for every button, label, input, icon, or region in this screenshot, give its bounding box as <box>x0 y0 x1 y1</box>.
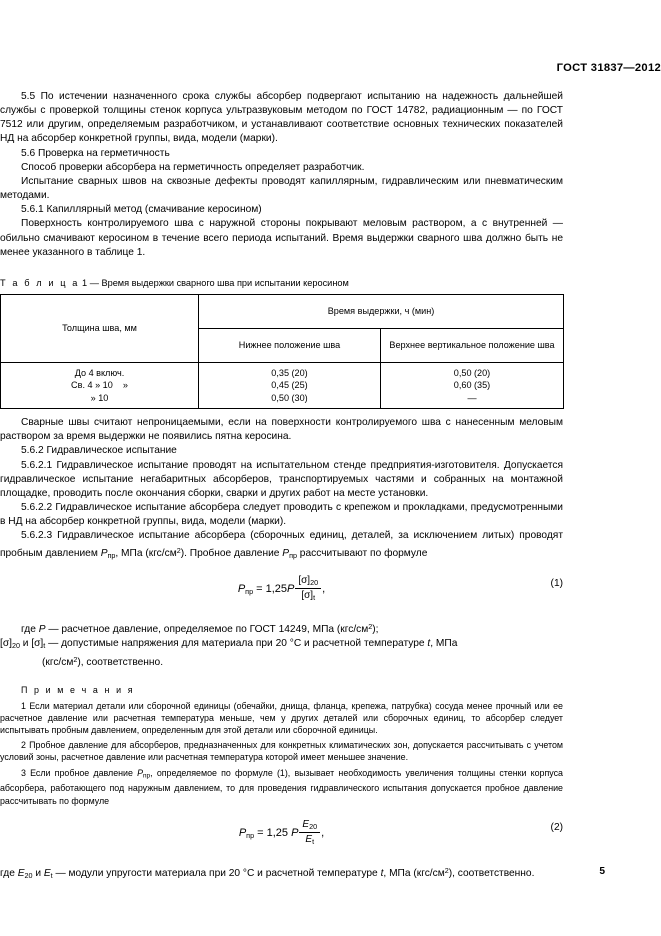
tail-et-sub: t <box>50 870 53 880</box>
notes-block <box>0 684 563 806</box>
table-header-upper-position: Верхнее вертикальное положение шва <box>381 328 564 362</box>
document-body <box>0 90 563 883</box>
paragraph-5-6-2-3 <box>0 529 563 562</box>
formula-1-comma: , <box>322 582 326 595</box>
tail-b: — модули упругости материала при 20 °С и расчетной температуре <box>52 868 381 880</box>
where-sigma-t-sub: t <box>43 640 46 650</box>
formula-2-den-text: E <box>305 834 313 846</box>
where-line-2-end: , МПа <box>430 638 458 650</box>
formula-1 <box>0 576 563 603</box>
where-line-1-c: ); <box>372 623 379 635</box>
table-1 <box>0 294 564 409</box>
formula-1-fraction <box>295 575 321 602</box>
standard-number: ГОСТ 31837—2012 <box>556 62 661 74</box>
formula-2-factor: P <box>291 827 299 840</box>
formula-1-den-text: [σ] <box>301 589 314 601</box>
table-cell-thickness-1: Св. 4 » 10 » <box>71 380 128 391</box>
where-symbol-p: P <box>38 623 46 635</box>
tail-e20-sub: 20 <box>24 870 33 880</box>
tail-a: где <box>0 868 18 880</box>
formula-2-numerator <box>299 819 320 833</box>
formula-2-den-sub: t <box>312 836 315 846</box>
note-3 <box>0 767 563 807</box>
paragraph-5-6-2-1: 5.6.2.1 Гидравлическое испытание проводят на испытательном стенде предприятия-изготовителя. Допускается гидравлическое испытание негабаритных абсорберов, транспортируемых частями и собранных на монтажной площадке, проводить после окончания сборки, сварки и других работ на месте установки. <box>0 459 563 499</box>
formula-2-denominator <box>299 833 320 846</box>
table-cell-thickness-0: До 4 включ. <box>74 367 125 378</box>
paragraph-5-6-text2: Испытание сварных швов на сквозные дефекты проводят капиллярным, гидравлическим или пневматическим методами. <box>0 175 563 202</box>
table-cell-upper-2: — <box>467 392 477 403</box>
table-cell-thickness-values <box>1 362 199 408</box>
tail-t: t <box>380 868 384 880</box>
tail-sup: 2 <box>444 865 449 875</box>
where-symbol-t: t <box>427 638 431 650</box>
heading-5-6-1: 5.6.1 Капиллярный метод (смачивание керосином) <box>21 204 262 216</box>
note-1: 1 Если материал детали или сборочной единицы (обечайки, днища, фланца, крепежа, патрубка) сосуда менее прочный или ее расчетное давление или расчетная температура меньше, чем у других деталей или сборочных единиц, то абсорбер следует испытывать пробным давлением, определенным для этой детали или сборочной единицы. <box>0 700 563 736</box>
tail-d: ), соответственно. <box>448 868 535 880</box>
paragraph-5-6-2-3-part-b: , МПа (кгс/см <box>115 547 177 559</box>
paragraph-5-6-2-3-part-c: ). Пробное давление <box>180 547 283 559</box>
page-number: 5 <box>599 866 605 877</box>
where-line-2-text: — допустимые напряжения для материала при 20 °С и расчетной температуре <box>45 638 428 650</box>
formula-1-num-text: [σ] <box>298 575 311 587</box>
where-sigma-20-sub: 20 <box>11 640 20 650</box>
table-cell-upper-1: 0,60 (35) <box>453 380 491 391</box>
formula-2-lhs: P <box>238 827 247 840</box>
tail-c: , МПа (кгс/см <box>383 868 445 880</box>
formula-1-number: (1) <box>550 577 563 589</box>
heading-5-6: 5.6 Проверка на герметичность <box>21 147 170 159</box>
table-header-group: Время выдержки, ч (мин) <box>199 294 564 328</box>
where-line-1-a: где <box>21 623 39 635</box>
paragraph-5-6-1-text: Поверхность контролируемого шва с наружной стороны покрывают меловым раствором, а с внутренней — обильно смачивают керосином в течение всего периода испытаний. Время выдержки сварного шва должно быть не менее указанного в таблице 1. <box>0 218 563 258</box>
where-line-2-and: и <box>19 638 32 650</box>
paragraph-5-5: 5.5 По истечении назначенного срока службы абсорбер подвергают испытанию на надежность дальнейшей службы с проверкой толщины стенок корпуса ультразвуковым методом по ГОСТ 14782, радиационным — по ГОСТ 7512 или другим, определяемым разработчиком, и устанавливают соответствие основных технических показателей НД на абсорбер конкретной группы, вида, модели (марки). <box>0 91 563 145</box>
formula-2-num-sub: 20 <box>309 822 318 832</box>
table-cell-lower-1: 0,45 (25) <box>271 380 308 391</box>
table-cell-upper-0: 0,50 (20) <box>453 367 491 378</box>
superscript-square: 2 <box>176 545 181 555</box>
formula-2 <box>0 820 563 847</box>
formula-1-lhs: P <box>237 582 246 595</box>
table-caption <box>0 277 563 289</box>
table-body-row <box>1 362 564 408</box>
formula-2-lhs-sub: пр <box>246 830 255 840</box>
symbol-p-pressure-2: P <box>282 547 290 559</box>
where-line-1-b: — расчетное давление, определяемое по ГОСТ 14249, МПа (кгс/см <box>45 623 369 635</box>
paragraph-5-6-2-3-part-d: рассчитывают по формуле <box>296 547 428 559</box>
where-line-3-sup: 2 <box>73 655 78 665</box>
tail-and: и <box>32 868 44 880</box>
where-line-3-b: ), соответственно. <box>77 657 164 669</box>
note-3-symbol-p: P <box>137 767 144 778</box>
formula-1-num-sub: 20 <box>310 577 319 587</box>
where-line-2 <box>0 637 563 670</box>
formula-2-equals: = 1,25 <box>257 827 289 840</box>
heading-5-6-2: 5.6.2 Гидравлическое испытание <box>21 445 177 457</box>
tail-et: E <box>43 868 51 880</box>
formula-2-number: (2) <box>550 821 563 833</box>
where-line-3-a: (кгс/см <box>42 657 74 669</box>
symbol-p-subscript: пр <box>107 550 116 560</box>
table-cell-lower-values <box>199 362 381 408</box>
table-header-thickness: Толщина шва, мм <box>1 294 199 362</box>
notes-title: П р и м е ч а н и я <box>21 685 135 696</box>
where-line-1-sup: 2 <box>368 621 373 631</box>
note-3-b: , определяемое по формуле (1), вызывает необходимость увеличения толщины стенки корпуса абсорбера, работающего под наружным давлением, то для проведения гидравлического испытания допускается пробное давление рассчитывать по формуле <box>0 767 563 806</box>
paragraph-after-table: Сварные швы считают непроницаемыми, если на поверхности контролируемого шва с нанесенным меловым раствором за время выдержки не появились пятна керосина. <box>0 417 563 443</box>
table-cell-upper-values <box>381 362 564 408</box>
formula-1-expression <box>238 576 325 603</box>
paragraph-5-6-2-2: 5.6.2.2 Гидравлическое испытание абсорбера следует проводить с крепежом и прокладками, предусмотренными в НД на абсорбер конкретной группы, вида, модели (марки). <box>0 502 563 528</box>
table-header-row-1 <box>1 294 564 328</box>
formula-1-numerator <box>295 575 321 589</box>
symbol-p-pressure: P <box>100 547 108 559</box>
table-caption-number: 1 <box>82 277 88 288</box>
formula-2-row <box>0 820 563 854</box>
formula-2-fraction <box>299 819 320 846</box>
formula-2-comma: , <box>321 827 325 840</box>
symbol-p-subscript-2: пр <box>289 550 297 560</box>
formula-2-expression <box>239 820 324 847</box>
formula-1-denominator <box>295 589 321 602</box>
paragraph-5-6-2-3-part-a: 5.6.2.3 Гидравлическое испытание абсорбера (сборочных единиц, деталей, за исключением литых) проводят пробным давлением <box>0 530 563 559</box>
note-3-symbol-p-sub: пр <box>143 772 151 780</box>
tail-e20: E <box>17 868 25 880</box>
note-3-a: 3 Если пробное давление <box>21 767 138 778</box>
where-line-3 <box>42 653 563 670</box>
where-sigma-20: [σ] <box>0 638 12 650</box>
where-sigma-t: [σ] <box>31 638 44 650</box>
table-cell-lower-2: 0,50 (30) <box>271 392 308 403</box>
note-2: 2 Пробное давление для абсорберов, предназначенных для конкретных климатических зон, допускается рассчитывать с учетом условий зоны, расчетное давление или расчетная температура которой имеет меньшее значение. <box>0 740 563 763</box>
table-caption-text: — Время выдержки сварного шва при испытании керосином <box>89 277 349 288</box>
formula-1-equals: = 1,25 <box>256 582 288 595</box>
formula-1-lhs-sub: пр <box>245 586 254 596</box>
table-caption-label: Т а б л и ц а <box>0 277 80 288</box>
formula-1-den-sub: t <box>313 592 316 602</box>
formula-1-row <box>0 576 563 610</box>
table-cell-lower-0: 0,35 (20) <box>271 367 308 378</box>
document-header <box>98 62 661 74</box>
table-cell-thickness-2: » 10 <box>90 392 109 403</box>
paragraph-5-6-text1: Способ проверки абсорбера на герметичность определяет разработчик. <box>21 161 365 173</box>
formula-2-num-text: E <box>302 819 310 831</box>
where-line-1 <box>0 620 563 637</box>
formula-1-factor: P <box>287 582 295 595</box>
table-header-lower-position: Нижнее положение шва <box>199 328 381 362</box>
